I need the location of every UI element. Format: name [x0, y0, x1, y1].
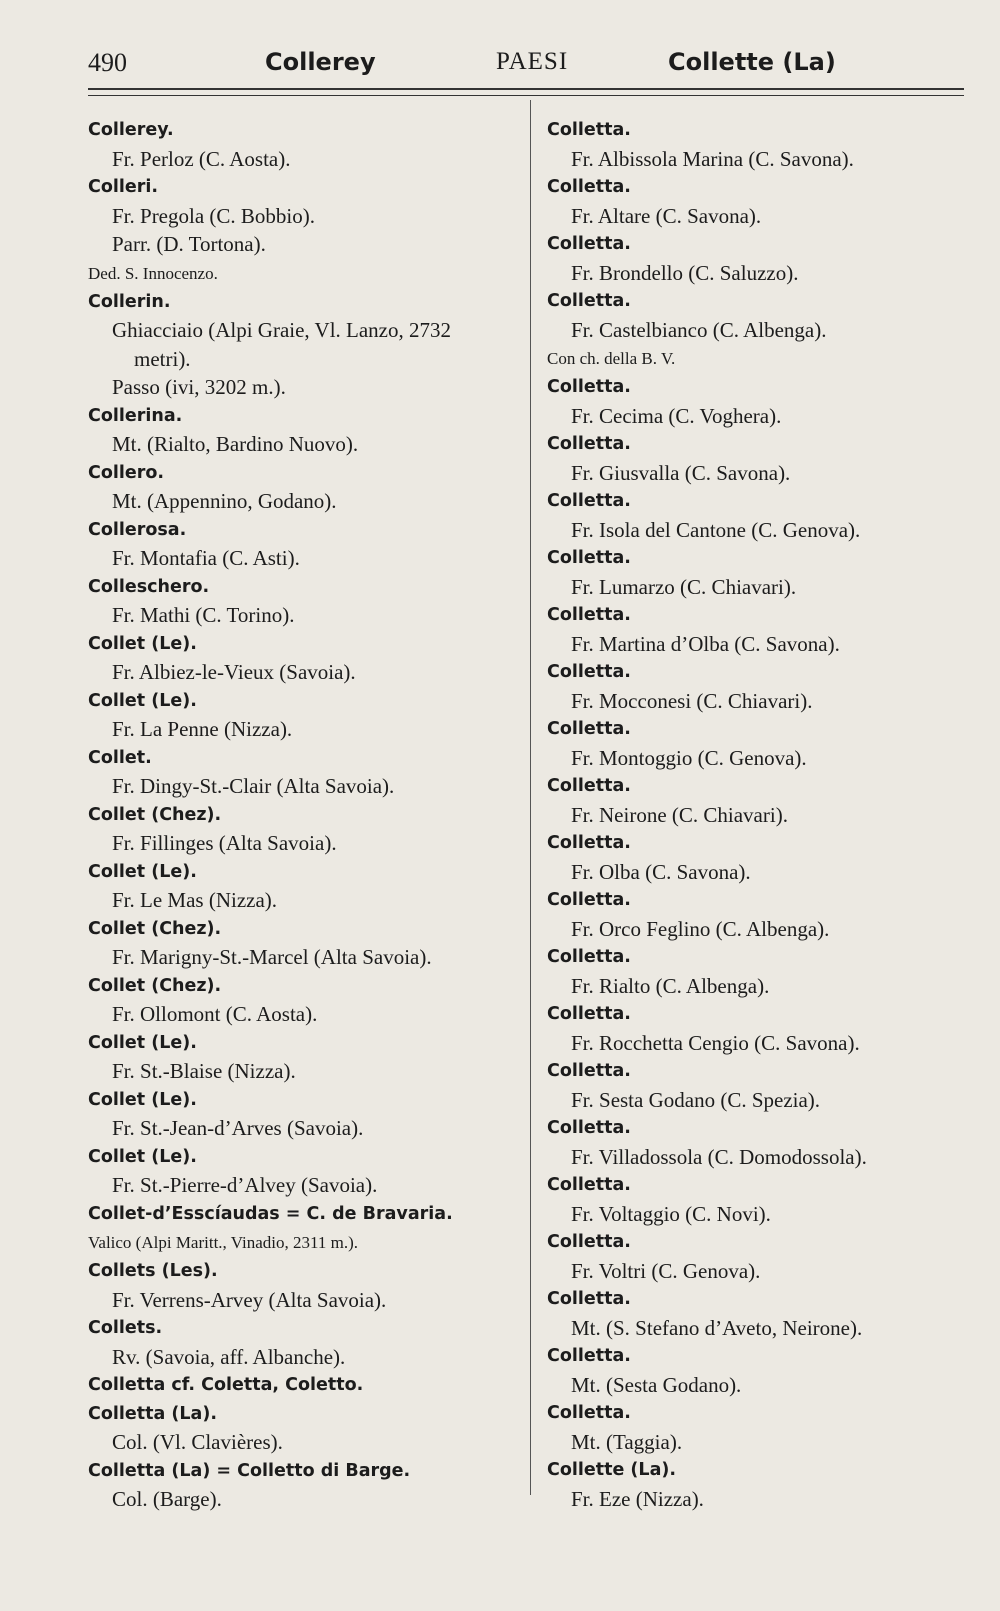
entry-line: Fr. Eze (Nizza). [571, 1486, 704, 1511]
entry-line: Fr. Voltri (C. Genova). [571, 1258, 761, 1283]
right-column [547, 116, 967, 1513]
dictionary-entry [88, 173, 528, 288]
entry-note: Con ch. della B. V. [547, 349, 676, 368]
entry-line: Fr. Ollomont (C. Aosta). [112, 1002, 318, 1026]
entry-headword: Colletta. [547, 120, 631, 140]
dictionary-entry [88, 1086, 528, 1143]
page-number: 490 [88, 48, 127, 77]
entry-headword: Colletta. [547, 833, 631, 853]
entry-headword: Collet-d’Esscíaudas = C. de Bravaria. [88, 1203, 453, 1224]
entry-line: Fr. Martina d’Olba (C. Savona). [571, 631, 840, 656]
entry-line: Fr. Fillinges (Alta Savoia). [112, 831, 337, 855]
dictionary-entry [88, 744, 528, 801]
entry-headword: Colletta. [547, 177, 631, 197]
right-running-head: Collette (La) [668, 48, 836, 76]
entry-line: Fr. Montafia (C. Asti). [112, 546, 300, 570]
entry-line: Fr. Rialto (C. Albenga). [571, 973, 770, 998]
dictionary-entry [547, 658, 967, 715]
entry-headword: Collet (Le). [88, 690, 197, 711]
entry-line: Parr. (D. Tortona). [112, 232, 266, 256]
dictionary-entry [547, 1342, 967, 1399]
entry-line: Mt. (Sesta Godano). [571, 1372, 742, 1397]
entry-line: Mt. (Appennino, Godano). [112, 489, 337, 513]
dictionary-entry [88, 1457, 528, 1514]
dictionary-entry [88, 1257, 528, 1314]
dictionary-entry [88, 1200, 528, 1258]
entry-line: Fr. Cecima (C. Voghera). [571, 403, 782, 428]
entry-headword: Colletta cf. Coletta, Coletto. [88, 1375, 364, 1395]
entry-headword: Collets (Les). [88, 1261, 218, 1281]
dictionary-entry [88, 1400, 528, 1457]
dictionary-entry [88, 858, 528, 915]
dictionary-entry [88, 687, 528, 744]
dictionary-entry [547, 1057, 967, 1114]
entry-line: Fr. Albissola Marina (C. Savona). [571, 146, 854, 171]
column-divider [530, 100, 531, 1495]
entry-line: Fr. Perloz (C. Aosta). [112, 146, 291, 171]
entry-headword: Collet (Le). [88, 1146, 197, 1167]
entry-headword: Colletta. [547, 605, 631, 625]
entry-line: Fr. Altare (C. Savona). [571, 203, 762, 228]
dictionary-entry [547, 1456, 967, 1513]
entry-headword: Colletta. [547, 377, 631, 397]
dictionary-entry [547, 230, 967, 287]
entry-line: Fr. Giusvalla (C. Savona). [571, 460, 791, 485]
entry-line: Fr. Rocchetta Cengio (C. Savona). [571, 1030, 860, 1055]
entry-note: Ded. S. Innocenzo. [88, 263, 218, 283]
dictionary-entry [547, 1114, 967, 1171]
entry-headword: Colletta. [547, 1289, 631, 1309]
dictionary-entry [547, 1171, 967, 1228]
entry-headword: Colletta. [547, 1403, 631, 1423]
entry-line: Passo (ivi, 3202 m.). [112, 375, 286, 399]
dictionary-entry [547, 772, 967, 829]
entry-line: Mt. (Taggia). [571, 1429, 683, 1454]
entry-line: Mt. (S. Stefano d’Aveto, Neirone). [571, 1315, 863, 1340]
entry-line: Fr. Mathi (C. Torino). [112, 603, 295, 627]
entry-headword: Colletta. [547, 1346, 631, 1366]
entry-line: Ghiacciaio (Alpi Graie, Vl. Lanzo, 2732 [112, 318, 452, 342]
entry-line: Col. (Vl. Clavières). [112, 1430, 283, 1454]
entry-note: Valico (Alpi Maritt., Vinadio, 2311 m.). [88, 1233, 358, 1252]
entry-headword: Colletta. [547, 890, 631, 910]
entry-headword: Colletta. [547, 291, 631, 311]
entry-line: Fr. Neirone (C. Chiavari). [571, 802, 788, 827]
entry-headword: Colletta. [547, 548, 631, 568]
entry-line: Col. (Barge). [112, 1487, 222, 1511]
entry-headword: Colletta. [547, 947, 631, 967]
page-header [88, 48, 968, 88]
entry-headword: Colletta. [547, 491, 631, 511]
entry-line: Fr. St.-Pierre-d’Alvey (Savoia). [112, 1173, 378, 1197]
dictionary-entry [88, 459, 528, 516]
entry-line: Fr. Castelbianco (C. Albenga). [571, 317, 827, 342]
entry-headword: Colletta. [547, 1232, 631, 1252]
entry-headword: Colletta. [547, 234, 631, 254]
dictionary-entry [547, 116, 967, 173]
left-column [88, 116, 528, 1514]
entry-headword: Collet. [88, 747, 152, 768]
dictionary-entry [88, 573, 528, 630]
dictionary-entry [547, 601, 967, 658]
entry-headword: Collerin. [88, 291, 171, 312]
entry-line: Fr. Voltaggio (C. Novi). [571, 1201, 771, 1226]
entry-headword: Colletta. [547, 434, 631, 454]
dictionary-entry [547, 430, 967, 487]
entry-headword: Collerosa. [88, 519, 187, 540]
dictionary-entry [547, 1000, 967, 1057]
entry-headword: Collerina. [88, 405, 183, 426]
dictionary-entry [88, 972, 528, 1029]
entry-line: Fr. Montoggio (C. Genova). [571, 745, 807, 770]
entry-line: metri). [134, 346, 191, 371]
center-running-head: PAESI [496, 48, 569, 75]
dictionary-entry [547, 715, 967, 772]
dictionary-entry [88, 801, 528, 858]
dictionary-entry [88, 1371, 528, 1400]
entry-line: Fr. Pregola (C. Bobbio). [112, 203, 315, 228]
entry-line: Fr. La Penne (Nizza). [112, 717, 293, 741]
entry-headword: Collet (Le). [88, 633, 197, 654]
entry-headword: Collet (Le). [88, 1032, 197, 1053]
dictionary-entry [547, 487, 967, 544]
entry-line: Fr. Albiez-le-Vieux (Savoia). [112, 660, 356, 684]
entry-headword: Colleschero. [88, 576, 210, 597]
entry-line: Fr. St.-Jean-d’Arves (Savoia). [112, 1116, 364, 1140]
dictionary-entry [88, 116, 528, 173]
entry-headword: Collette (La). [547, 1460, 677, 1480]
entry-headword: Collets. [88, 1318, 163, 1338]
entry-headword: Collet (Le). [88, 1089, 197, 1110]
entry-headword: Collet (Chez). [88, 975, 222, 996]
entry-line: Fr. Lumarzo (C. Chiavari). [571, 574, 797, 599]
entry-line: Fr. Sesta Godano (C. Spezia). [571, 1087, 821, 1112]
entry-line: Fr. Verrens-Arvey (Alta Savoia). [112, 1287, 387, 1312]
entry-headword: Colletta. [547, 1118, 631, 1138]
entry-headword: Colletta. [547, 1175, 631, 1195]
header-rule-thick [88, 88, 964, 90]
entry-line: Fr. Isola del Cantone (C. Genova). [571, 517, 861, 542]
entry-headword: Collet (Chez). [88, 918, 222, 939]
dictionary-entry [547, 1228, 967, 1285]
dictionary-entry [547, 544, 967, 601]
entry-headword: Collerey. [88, 120, 174, 140]
dictionary-entry [88, 1029, 528, 1086]
dictionary-entry [547, 1399, 967, 1456]
entry-headword: Collero. [88, 462, 165, 483]
left-running-head: Collerey [265, 48, 376, 76]
entry-headword: Colletta. [547, 662, 631, 682]
entry-line: Mt. (Rialto, Bardino Nuovo). [112, 432, 359, 456]
dictionary-entry [547, 287, 967, 373]
dictionary-entry [88, 402, 528, 459]
header-rule-thin [88, 95, 964, 96]
dictionary-entry [547, 373, 967, 430]
entry-headword: Colletta. [547, 776, 631, 796]
entry-line: Fr. Brondello (C. Saluzzo). [571, 260, 799, 285]
entry-line: Fr. St.-Blaise (Nizza). [112, 1059, 296, 1083]
entry-headword: Colletta. [547, 1004, 631, 1024]
dictionary-entry [547, 173, 967, 230]
dictionary-entry [547, 943, 967, 1000]
entry-line: Fr. Orco Feglino (C. Albenga). [571, 916, 830, 941]
entry-headword: Colletta (La). [88, 1403, 217, 1424]
dictionary-entry [88, 516, 528, 573]
dictionary-entry [88, 1314, 528, 1371]
entry-headword: Collet (Le). [88, 861, 197, 882]
entry-line: Fr. Mocconesi (C. Chiavari). [571, 688, 813, 713]
dictionary-entry [88, 915, 528, 972]
dictionary-entry [547, 886, 967, 943]
dictionary-entry [547, 1285, 967, 1342]
entry-line: Fr. Dingy-St.-Clair (Alta Savoia). [112, 774, 395, 798]
entry-line: Rv. (Savoia, aff. Albanche). [112, 1344, 346, 1369]
entry-line: Fr. Villadossola (C. Domodossola). [571, 1144, 867, 1169]
entry-headword: Colleri. [88, 177, 159, 197]
dictionary-entry [547, 829, 967, 886]
dictionary-entry [88, 630, 528, 687]
entry-headword: Colletta. [547, 719, 631, 739]
entry-line: Fr. Marigny-St.-Marcel (Alta Savoia). [112, 945, 432, 969]
dictionary-entry [88, 1143, 528, 1200]
entry-line: Fr. Le Mas (Nizza). [112, 888, 278, 912]
entry-line: Fr. Olba (C. Savona). [571, 859, 751, 884]
dictionary-entry [88, 288, 528, 402]
entry-headword: Collet (Chez). [88, 804, 222, 825]
entry-headword: Colletta (La) = Colletto di Barge. [88, 1460, 411, 1481]
entry-headword: Colletta. [547, 1061, 631, 1081]
